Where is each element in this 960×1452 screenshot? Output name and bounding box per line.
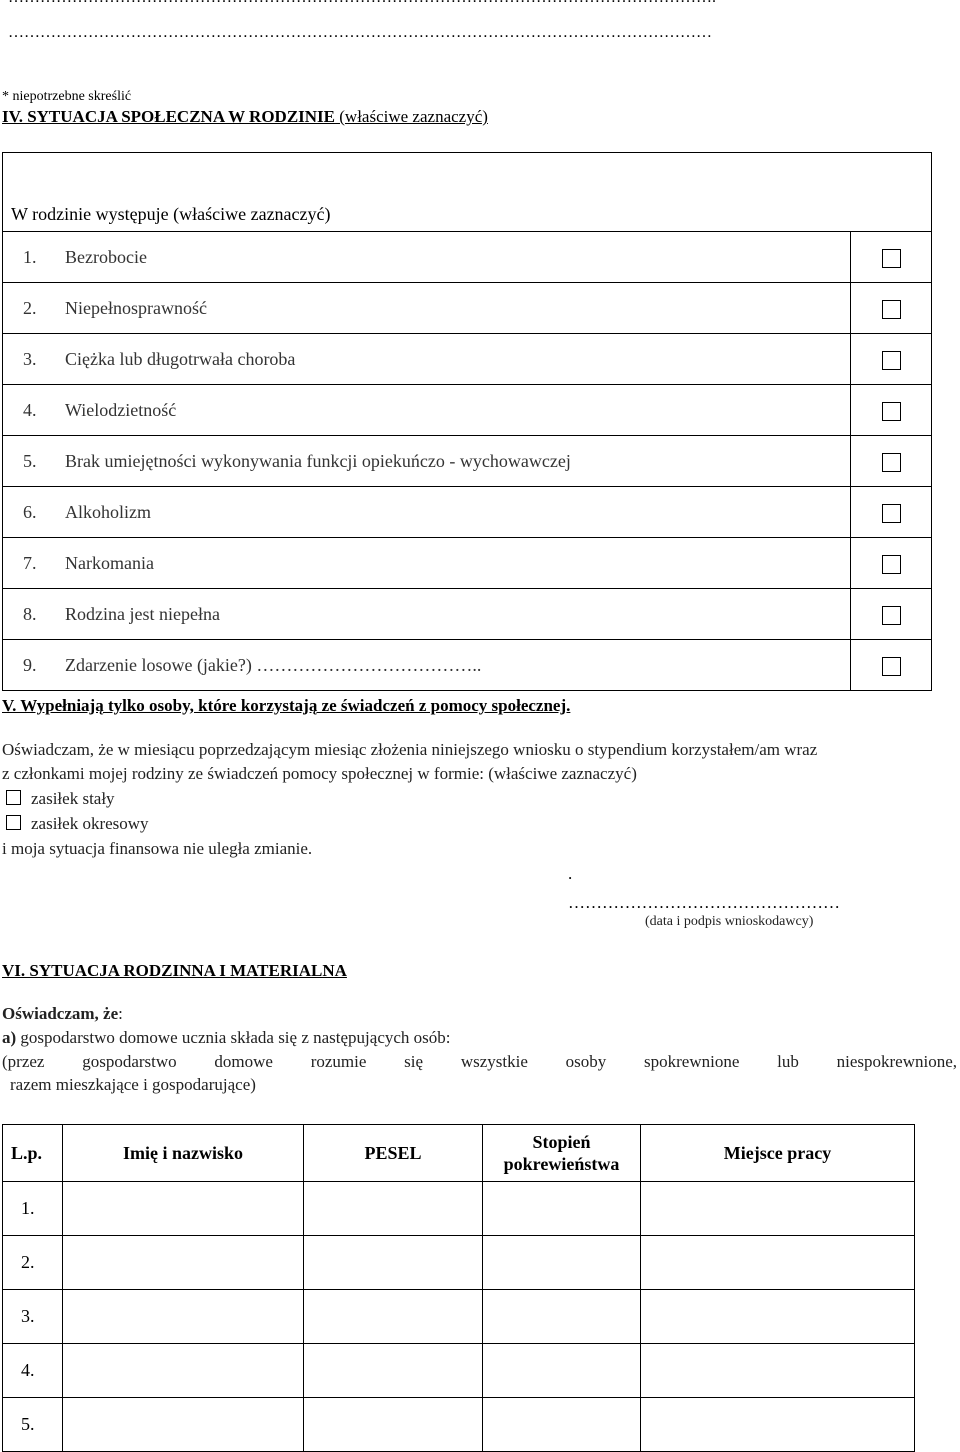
cell-workplace[interactable] [641, 1290, 915, 1344]
item-number: 8. [23, 603, 37, 624]
cell-workplace[interactable] [641, 1236, 915, 1290]
table-row [3, 640, 932, 691]
item-number: 4. [23, 399, 37, 420]
item-label: Brak umiejętności wykonywania funkcji opiekuńczo - wychowawczej [65, 450, 571, 471]
section-5-paragraph-line-3: i moja sytuacja finansowa nie uległa zmianie. [2, 839, 313, 858]
item-number: 5. [23, 450, 37, 471]
col-pesel: PESEL [304, 1125, 483, 1182]
checkbox-permanent-allowance[interactable] [6, 790, 21, 805]
row-number: 2. [3, 1236, 63, 1290]
section-4-title-suffix: (właściwe zaznaczyć) [335, 107, 488, 126]
table-row [3, 1398, 915, 1452]
option-label: zasiłek okresowy [31, 814, 149, 833]
household-definition-line-2: razem mieszkające i gospodarujące) [10, 1075, 256, 1094]
checkbox-periodic-allowance[interactable] [6, 815, 21, 830]
section-5-paragraph-line-1: Oświadczam, że w miesiącu poprzedzającym miesiąc złożenia niniejszego wniosku o stypendium korzystałem/am wraz [2, 740, 818, 759]
item-label: Alkoholizm [65, 501, 151, 522]
declaration [2, 1004, 123, 1024]
declaration-colon: : [118, 1004, 123, 1023]
table-row [3, 538, 932, 589]
cell-pesel[interactable] [304, 1182, 483, 1236]
item-number: 9. [23, 654, 37, 675]
table-row [3, 1236, 915, 1290]
table-header-row [3, 1125, 915, 1182]
household-definition-line-1: (przez gospodarstwo domowe rozumie się wszystkie osoby spokrewnione lub niespokrewnione, [2, 1052, 957, 1071]
dotted-line-2: …………………………………………………………………………………………………………………… [8, 24, 712, 41]
section-5-paragraph-line-2: z członkami mojej rodziny ze świadczeń pomocy społecznej w formie: (właściwe zaznaczyć) [2, 764, 637, 783]
checkbox-unemployment[interactable] [882, 249, 901, 268]
option-permanent-allowance[interactable] [2, 789, 115, 809]
item-number: 1. [23, 246, 37, 267]
point-a-text: gospodarstwo domowe ucznia składa się z następujących osób: [16, 1028, 451, 1047]
checkbox-single-parent[interactable] [882, 606, 901, 625]
item-label: Wielodzietność [65, 399, 177, 420]
section-4-title-main: IV. SYTUACJA SPOŁECZNA W RODZINIE [2, 107, 336, 126]
cell-name[interactable] [63, 1398, 304, 1452]
col-lp: L.p. [3, 1125, 63, 1182]
cell-name[interactable] [63, 1182, 304, 1236]
signature-dot: . [568, 864, 573, 883]
table-row [3, 1344, 915, 1398]
cell-pesel[interactable] [304, 1236, 483, 1290]
section-6-title: VI. SYTUACJA RODZINNA I MATERIALNA [2, 961, 347, 980]
table-row [3, 1182, 915, 1236]
cell-workplace[interactable] [641, 1182, 915, 1236]
dotted-line-1 [8, 0, 716, 7]
checkbox-drug-addiction[interactable] [882, 555, 901, 574]
cell-pesel[interactable] [304, 1344, 483, 1398]
cell-kinship[interactable] [483, 1290, 641, 1344]
item-number: 2. [23, 297, 37, 318]
col-workplace: Miejsce pracy [641, 1125, 915, 1182]
row-number: 1. [3, 1182, 63, 1236]
section-5-title: V. Wypełniają tylko osoby, które korzystają ze świadczeń z pomocy społecznej. [2, 696, 571, 715]
row-number: 4. [3, 1344, 63, 1398]
household-members-table [2, 1124, 915, 1452]
item-label: Ciężka lub długotrwała choroba [65, 348, 296, 369]
item-label: Rodzina jest niepełna [65, 603, 220, 624]
cell-workplace[interactable] [641, 1344, 915, 1398]
cell-name[interactable] [63, 1344, 304, 1398]
checkbox-random-event[interactable] [882, 657, 901, 676]
checkbox-large-family[interactable] [882, 402, 901, 421]
table-row [3, 436, 932, 487]
checkbox-parenting-skills[interactable] [882, 453, 901, 472]
social-situation-header: W rodzinie występuje (właściwe zaznaczyć) [3, 153, 932, 232]
checkbox-disability[interactable] [882, 300, 901, 319]
point-a-label: a) [2, 1028, 17, 1047]
col-name: Imię i nazwisko [63, 1125, 304, 1182]
item-number: 6. [23, 501, 37, 522]
option-label: zasiłek stały [31, 789, 115, 808]
item-label: Bezrobocie [65, 246, 147, 267]
signature-line: ………………………………………… [568, 893, 840, 912]
table-row [3, 385, 932, 436]
item-label: Zdarzenie losowe (jakie?) ……………………………….. [65, 654, 482, 675]
cell-kinship[interactable] [483, 1398, 641, 1452]
col-kinship: Stopień pokrewieństwa [483, 1125, 641, 1182]
cell-name[interactable] [63, 1290, 304, 1344]
cell-pesel[interactable] [304, 1398, 483, 1452]
cell-name[interactable] [63, 1236, 304, 1290]
cell-kinship[interactable] [483, 1344, 641, 1398]
cell-kinship[interactable] [483, 1236, 641, 1290]
signature-caption: (data i podpis wnioskodawcy) [645, 914, 814, 929]
item-label: Niepełnosprawność [65, 297, 207, 318]
row-number: 3. [3, 1290, 63, 1344]
table-row [3, 487, 932, 538]
table-row [3, 1290, 915, 1344]
household-line [2, 1028, 451, 1048]
checkbox-alcoholism[interactable] [882, 504, 901, 523]
table-row [3, 232, 932, 283]
table-row [3, 589, 932, 640]
checkbox-illness[interactable] [882, 351, 901, 370]
section-4-title [2, 107, 488, 127]
row-number: 5. [3, 1398, 63, 1452]
table-row [3, 334, 932, 385]
cell-kinship[interactable] [483, 1182, 641, 1236]
item-label: Narkomania [65, 552, 154, 573]
table-row [3, 283, 932, 334]
social-situation-table [2, 152, 932, 691]
item-number: 7. [23, 552, 37, 573]
option-periodic-allowance[interactable] [2, 814, 149, 834]
footnote: * niepotrzebne skreślić [2, 89, 132, 104]
declaration-label: Oświadczam, że [2, 1004, 119, 1023]
item-number: 3. [23, 348, 37, 369]
cell-pesel[interactable] [304, 1290, 483, 1344]
cell-workplace[interactable] [641, 1398, 915, 1452]
